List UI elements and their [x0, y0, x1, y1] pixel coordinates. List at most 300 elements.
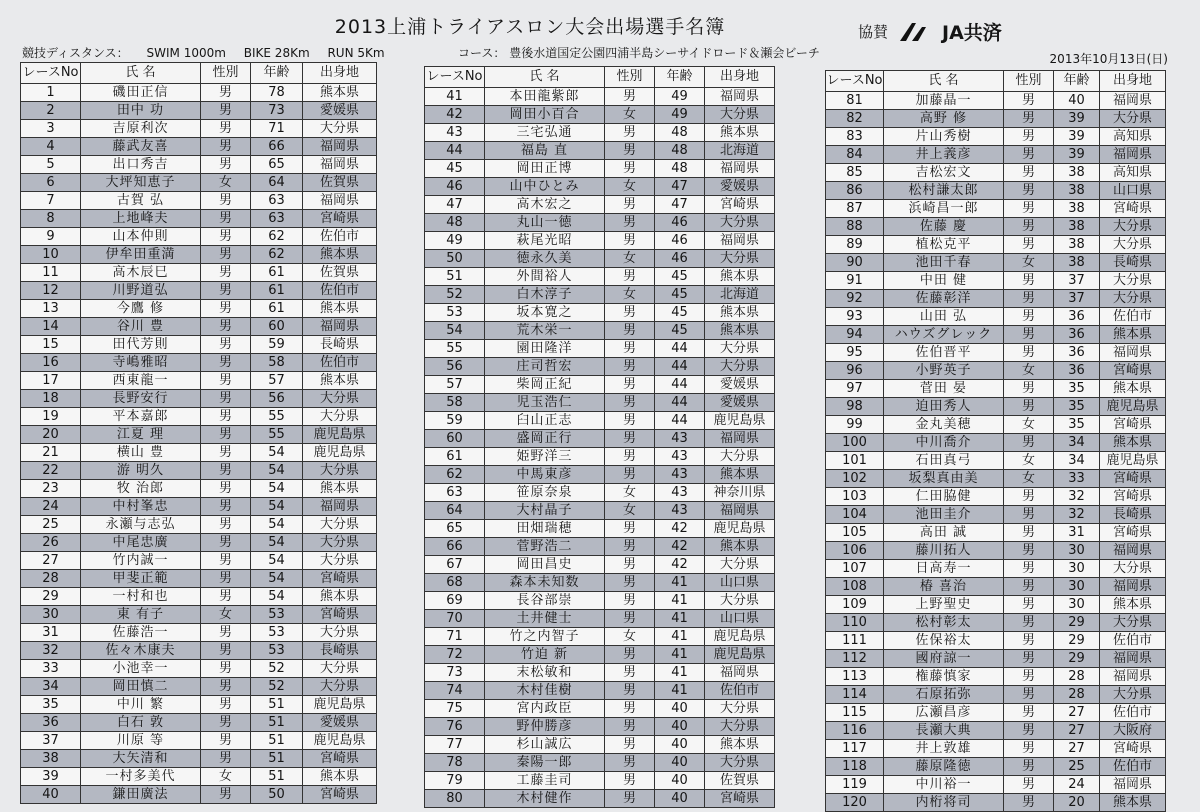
cell-no: 43	[425, 124, 485, 142]
cell-age: 54	[251, 552, 303, 570]
table-row	[425, 160, 775, 178]
cell-pref: 佐賀県	[303, 174, 377, 192]
table-row	[826, 524, 1166, 542]
cell-name: 小池幸一	[81, 660, 201, 678]
cell-age: 29	[1054, 650, 1100, 668]
table-row	[21, 210, 377, 228]
cell-no: 55	[425, 340, 485, 358]
roster-table-3	[825, 70, 1166, 812]
cell-age: 38	[1054, 164, 1100, 182]
cell-pref: 大分県	[705, 718, 775, 736]
cell-no: 90	[826, 254, 884, 272]
cell-sex: 男	[1004, 560, 1054, 578]
cell-pref: 大分県	[303, 516, 377, 534]
cell-sex: 男	[605, 196, 655, 214]
cell-pref: 愛媛県	[303, 102, 377, 120]
cell-age: 54	[251, 480, 303, 498]
table-row	[425, 322, 775, 340]
cell-no: 42	[425, 106, 485, 124]
cell-pref: 福岡県	[705, 232, 775, 250]
cell-age: 30	[1054, 578, 1100, 596]
table-row	[425, 718, 775, 736]
cell-name: 川野道弘	[81, 282, 201, 300]
cell-no: 50	[425, 250, 485, 268]
cell-age: 61	[251, 300, 303, 318]
cell-no: 95	[826, 344, 884, 362]
cell-sex: 男	[605, 466, 655, 484]
cell-age: 43	[655, 430, 705, 448]
table-row	[425, 304, 775, 322]
cell-pref: 福岡県	[1100, 578, 1166, 596]
cell-age: 40	[655, 772, 705, 790]
cell-name: 白石 敦	[81, 714, 201, 732]
cell-age: 57	[251, 372, 303, 390]
cell-no: 92	[826, 290, 884, 308]
table-row	[21, 768, 377, 786]
cell-pref: 鹿児島県	[705, 412, 775, 430]
cell-no: 111	[826, 632, 884, 650]
table-row	[21, 102, 377, 120]
cell-age: 38	[1054, 200, 1100, 218]
table-row	[826, 650, 1166, 668]
cell-pref: 福岡県	[705, 430, 775, 448]
cell-no: 113	[826, 668, 884, 686]
cell-pref: 大分県	[705, 106, 775, 124]
cell-age: 55	[251, 426, 303, 444]
cell-age: 58	[251, 354, 303, 372]
cell-name: 池田圭介	[884, 506, 1004, 524]
cell-sex: 女	[605, 502, 655, 520]
cell-sex: 男	[605, 340, 655, 358]
cell-no: 31	[21, 624, 81, 642]
cell-name: 寺嶋雅昭	[81, 354, 201, 372]
column-header-no: レースNo	[21, 63, 81, 84]
table-row	[21, 390, 377, 408]
cell-sex: 男	[201, 588, 251, 606]
cell-name: 野仲勝彦	[485, 718, 605, 736]
cell-pref: 大分県	[705, 556, 775, 574]
cell-age: 45	[655, 322, 705, 340]
cell-pref: 山口県	[705, 574, 775, 592]
cell-pref: 佐伯市	[303, 228, 377, 246]
table-row	[425, 340, 775, 358]
cell-pref: 宮崎県	[303, 210, 377, 228]
cell-age: 56	[251, 390, 303, 408]
cell-age: 65	[251, 156, 303, 174]
cell-name: 甲斐正範	[81, 570, 201, 588]
cell-pref: 大分県	[303, 534, 377, 552]
table-row	[826, 110, 1166, 128]
cell-age: 33	[1054, 470, 1100, 488]
cell-name: 井上敦雄	[884, 740, 1004, 758]
cell-age: 40	[655, 700, 705, 718]
cell-pref: 鹿児島県	[705, 628, 775, 646]
column-header-no: レースNo	[425, 67, 485, 88]
cell-age: 30	[1054, 560, 1100, 578]
cell-age: 39	[1054, 146, 1100, 164]
table-row	[21, 228, 377, 246]
cell-age: 32	[1054, 506, 1100, 524]
cell-name: 中川裕一	[884, 776, 1004, 794]
cell-no: 114	[826, 686, 884, 704]
cell-name: 田中 功	[81, 102, 201, 120]
table-row	[425, 682, 775, 700]
cell-pref: 福岡県	[705, 88, 775, 106]
cell-sex: 男	[1004, 488, 1054, 506]
cell-age: 35	[1054, 416, 1100, 434]
cell-no: 64	[425, 502, 485, 520]
cell-sex: 男	[1004, 542, 1054, 560]
cell-age: 54	[251, 570, 303, 588]
event-date: 2013年10月13日(日)	[1049, 52, 1168, 66]
cell-name: 岡田正博	[485, 160, 605, 178]
cell-pref: 熊本県	[705, 268, 775, 286]
cell-age: 54	[251, 516, 303, 534]
cell-name: 出口秀吉	[81, 156, 201, 174]
cell-name: 竹迫 新	[485, 646, 605, 664]
cell-age: 51	[251, 768, 303, 786]
table-row	[425, 448, 775, 466]
cell-sex: 男	[605, 682, 655, 700]
cell-name: 横山 豊	[81, 444, 201, 462]
cell-no: 61	[425, 448, 485, 466]
roster-table-2	[424, 66, 775, 808]
cell-no: 120	[826, 794, 884, 812]
cell-sex: 男	[201, 246, 251, 264]
cell-pref: 佐伯市	[705, 682, 775, 700]
table-row	[826, 164, 1166, 182]
cell-sex: 男	[605, 592, 655, 610]
cell-name: 吉原利次	[81, 120, 201, 138]
cell-pref: 宮崎県	[1100, 488, 1166, 506]
cell-age: 24	[1054, 776, 1100, 794]
cell-age: 46	[655, 214, 705, 232]
cell-no: 57	[425, 376, 485, 394]
course-info: コース： 豊後水道国定公園四浦半島シーサイドロード＆瀬会ビーチ	[458, 46, 820, 60]
cell-pref: 大分県	[1100, 110, 1166, 128]
cell-age: 41	[655, 610, 705, 628]
cell-no: 45	[425, 160, 485, 178]
table-row	[21, 642, 377, 660]
cell-no: 38	[21, 750, 81, 768]
cell-name: 大矢清和	[81, 750, 201, 768]
cell-name: 藤武友喜	[81, 138, 201, 156]
cell-name: 吉松宏文	[884, 164, 1004, 182]
cell-no: 18	[21, 390, 81, 408]
cell-age: 27	[1054, 722, 1100, 740]
table-row	[826, 128, 1166, 146]
sponsor-name: JA共済	[942, 22, 1002, 44]
cell-sex: 男	[1004, 758, 1054, 776]
cell-sex: 男	[605, 304, 655, 322]
cell-no: 83	[826, 128, 884, 146]
table-row	[21, 426, 377, 444]
cell-no: 11	[21, 264, 81, 282]
cell-sex: 男	[1004, 650, 1054, 668]
table-row	[425, 268, 775, 286]
cell-sex: 男	[201, 372, 251, 390]
cell-no: 107	[826, 560, 884, 578]
cell-sex: 男	[1004, 614, 1054, 632]
table-row	[826, 92, 1166, 110]
table-row	[826, 740, 1166, 758]
table-row	[21, 174, 377, 192]
cell-pref: 神奈川県	[705, 484, 775, 502]
table-row	[21, 336, 377, 354]
cell-sex: 男	[605, 556, 655, 574]
cell-name: 森本未知数	[485, 574, 605, 592]
table-row	[425, 286, 775, 304]
cell-pref: 福岡県	[303, 138, 377, 156]
cell-name: 佐藤彰洋	[884, 290, 1004, 308]
cell-name: 山中ひとみ	[485, 178, 605, 196]
table-row	[21, 372, 377, 390]
cell-no: 27	[21, 552, 81, 570]
table-row	[826, 686, 1166, 704]
cell-age: 53	[251, 606, 303, 624]
cell-pref: 大分県	[705, 358, 775, 376]
cell-sex: 女	[201, 174, 251, 192]
cell-name: 広瀬昌彦	[884, 704, 1004, 722]
table-row	[425, 772, 775, 790]
cell-pref: 福岡県	[705, 160, 775, 178]
cell-sex: 男	[605, 214, 655, 232]
cell-no: 28	[21, 570, 81, 588]
cell-no: 44	[425, 142, 485, 160]
cell-pref: 宮崎県	[1100, 524, 1166, 542]
cell-sex: 男	[605, 394, 655, 412]
table-row	[826, 614, 1166, 632]
cell-sex: 男	[201, 318, 251, 336]
cell-no: 74	[425, 682, 485, 700]
table-row	[21, 480, 377, 498]
cell-name: 工藤圭司	[485, 772, 605, 790]
table-row	[425, 700, 775, 718]
cell-pref: 熊本県	[303, 84, 377, 102]
table-row	[826, 254, 1166, 272]
table-row	[425, 430, 775, 448]
cell-sex: 男	[605, 142, 655, 160]
cell-age: 32	[1054, 488, 1100, 506]
table-row	[826, 560, 1166, 578]
cell-no: 60	[425, 430, 485, 448]
cell-no: 2	[21, 102, 81, 120]
column-header-no: レースNo	[826, 71, 884, 92]
cell-no: 85	[826, 164, 884, 182]
cell-sex: 男	[1004, 578, 1054, 596]
cell-no: 106	[826, 542, 884, 560]
cell-name: 金丸美穂	[884, 416, 1004, 434]
table-row	[425, 412, 775, 430]
cell-sex: 男	[1004, 776, 1054, 794]
cell-no: 116	[826, 722, 884, 740]
cell-no: 94	[826, 326, 884, 344]
cell-name: 柴岡正紀	[485, 376, 605, 394]
cell-name: 小野英子	[884, 362, 1004, 380]
cell-no: 58	[425, 394, 485, 412]
cell-age: 35	[1054, 380, 1100, 398]
table-row	[21, 246, 377, 264]
cell-pref: 熊本県	[705, 736, 775, 754]
cell-name: 松村彰太	[884, 614, 1004, 632]
cell-age: 36	[1054, 308, 1100, 326]
cell-no: 88	[826, 218, 884, 236]
cell-pref: 宮崎県	[1100, 416, 1166, 434]
cell-name: 仁田脇健	[884, 488, 1004, 506]
cell-no: 84	[826, 146, 884, 164]
cell-pref: 熊本県	[705, 538, 775, 556]
cell-sex: 男	[605, 160, 655, 178]
cell-name: 中村峯忠	[81, 498, 201, 516]
sponsor	[858, 18, 1002, 45]
cell-no: 53	[425, 304, 485, 322]
cell-pref: 大分県	[705, 754, 775, 772]
cell-age: 45	[655, 286, 705, 304]
cell-age: 66	[251, 138, 303, 156]
cell-sex: 男	[201, 732, 251, 750]
cell-sex: 男	[201, 84, 251, 102]
cell-pref: 佐伯市	[303, 354, 377, 372]
cell-age: 27	[1054, 704, 1100, 722]
cell-pref: 鹿児島県	[303, 696, 377, 714]
run-distance: RUN 5Km	[327, 46, 385, 60]
cell-no: 12	[21, 282, 81, 300]
cell-name: 萩尾光昭	[485, 232, 605, 250]
cell-sex: 男	[201, 642, 251, 660]
cell-pref: 愛媛県	[705, 376, 775, 394]
column-header-age: 年齢	[1054, 71, 1100, 92]
table-row	[425, 502, 775, 520]
table-row	[425, 538, 775, 556]
cell-no: 98	[826, 398, 884, 416]
cell-name: 佐々木康夫	[81, 642, 201, 660]
table-row	[21, 606, 377, 624]
cell-name: 松村謙太郎	[884, 182, 1004, 200]
cell-name: 上野聖史	[884, 596, 1004, 614]
cell-pref: 熊本県	[303, 588, 377, 606]
cell-age: 62	[251, 246, 303, 264]
column-header-age: 年齢	[251, 63, 303, 84]
table-row	[425, 790, 775, 808]
cell-age: 38	[1054, 218, 1100, 236]
cell-pref: 山口県	[1100, 182, 1166, 200]
cell-age: 53	[251, 624, 303, 642]
cell-name: 内桁将司	[884, 794, 1004, 812]
cell-no: 47	[425, 196, 485, 214]
cell-no: 100	[826, 434, 884, 452]
sponsor-label: 協賛	[858, 23, 889, 41]
table-row	[21, 624, 377, 642]
cell-pref: 福岡県	[1100, 542, 1166, 560]
cell-age: 54	[251, 444, 303, 462]
cell-sex: 男	[1004, 596, 1054, 614]
cell-no: 119	[826, 776, 884, 794]
cell-age: 20	[1054, 794, 1100, 812]
cell-pref: 高知県	[1100, 128, 1166, 146]
cell-sex: 男	[1004, 272, 1054, 290]
cell-pref: 熊本県	[303, 300, 377, 318]
cell-sex: 男	[201, 516, 251, 534]
cell-pref: 熊本県	[1100, 794, 1166, 812]
cell-age: 37	[1054, 272, 1100, 290]
cell-age: 38	[1054, 254, 1100, 272]
cell-sex: 男	[1004, 236, 1054, 254]
cell-no: 103	[826, 488, 884, 506]
cell-age: 42	[655, 556, 705, 574]
cell-sex: 男	[1004, 290, 1054, 308]
cell-sex: 男	[201, 354, 251, 372]
cell-sex: 男	[1004, 398, 1054, 416]
page-title: 2013上浦トライアスロン大会出場選手名簿	[334, 16, 726, 38]
cell-name: 永瀬与志弘	[81, 516, 201, 534]
cell-sex: 男	[1004, 200, 1054, 218]
cell-no: 46	[425, 178, 485, 196]
cell-pref: 長崎県	[1100, 506, 1166, 524]
cell-pref: 長崎県	[1100, 254, 1166, 272]
cell-no: 52	[425, 286, 485, 304]
cell-no: 59	[425, 412, 485, 430]
cell-age: 41	[655, 628, 705, 646]
cell-no: 105	[826, 524, 884, 542]
cell-age: 44	[655, 358, 705, 376]
cell-age: 28	[1054, 686, 1100, 704]
cell-no: 104	[826, 506, 884, 524]
cell-pref: 佐伯市	[1100, 632, 1166, 650]
table-row	[21, 318, 377, 336]
cell-no: 20	[21, 426, 81, 444]
cell-sex: 男	[605, 268, 655, 286]
cell-age: 42	[655, 520, 705, 538]
cell-sex: 男	[605, 412, 655, 430]
cell-pref: 愛媛県	[705, 394, 775, 412]
cell-sex: 男	[201, 210, 251, 228]
cell-sex: 女	[1004, 362, 1054, 380]
column-header-pref: 出身地	[1100, 71, 1166, 92]
table-row	[826, 506, 1166, 524]
cell-sex: 男	[201, 714, 251, 732]
roster-table-1	[20, 62, 377, 804]
table-row	[826, 776, 1166, 794]
cell-pref: 熊本県	[1100, 596, 1166, 614]
cell-name: 庄司哲宏	[485, 358, 605, 376]
cell-sex: 男	[605, 520, 655, 538]
cell-pref: 山口県	[705, 610, 775, 628]
cell-pref: 大分県	[1100, 560, 1166, 578]
cell-sex: 男	[1004, 722, 1054, 740]
cell-pref: 大分県	[303, 660, 377, 678]
cell-sex: 男	[1004, 704, 1054, 722]
cell-name: 福島 直	[485, 142, 605, 160]
cell-pref: 北海道	[705, 142, 775, 160]
cell-no: 79	[425, 772, 485, 790]
table-row	[21, 120, 377, 138]
cell-age: 29	[1054, 614, 1100, 632]
table-row	[21, 408, 377, 426]
cell-name: 藤原隆徳	[884, 758, 1004, 776]
table-row	[425, 556, 775, 574]
cell-sex: 男	[605, 88, 655, 106]
cell-age: 38	[1054, 236, 1100, 254]
cell-age: 52	[251, 660, 303, 678]
cell-sex: 男	[605, 736, 655, 754]
table-row	[425, 574, 775, 592]
cell-age: 48	[655, 160, 705, 178]
cell-name: 牧 治郎	[81, 480, 201, 498]
cell-no: 16	[21, 354, 81, 372]
cell-no: 21	[21, 444, 81, 462]
table-row	[21, 156, 377, 174]
cell-no: 15	[21, 336, 81, 354]
